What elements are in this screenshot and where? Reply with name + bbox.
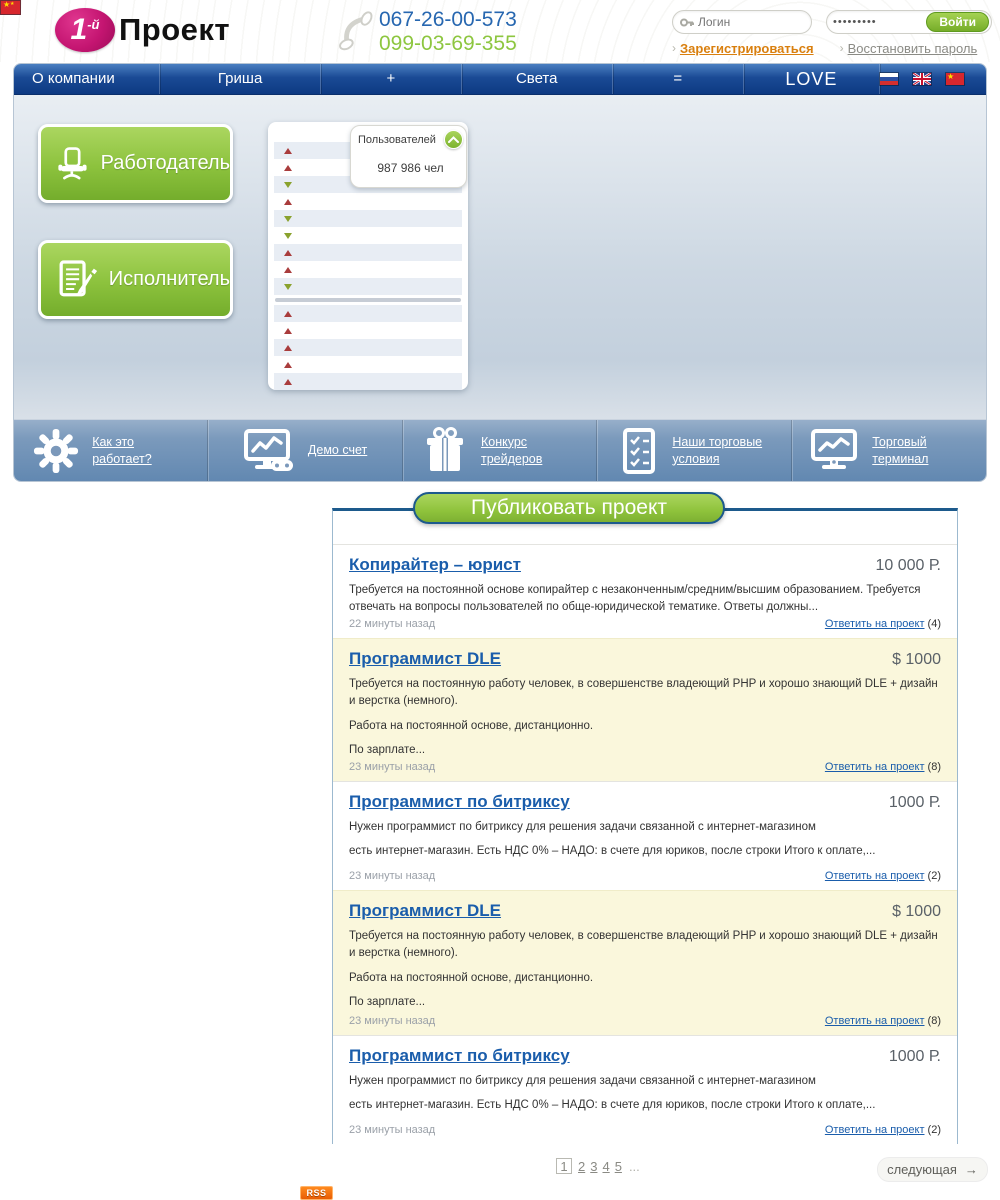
project-price: 10 000 Р.	[875, 557, 941, 574]
logo-suffix: -й	[87, 16, 100, 32]
project-description: Работа на постоянной основе, дистанционно.	[349, 971, 594, 984]
checklist-icon	[619, 427, 659, 475]
reply-link[interactable]: Ответить на проект	[824, 761, 925, 773]
up-arrow-icon	[284, 148, 292, 154]
hero-section	[14, 95, 986, 419]
pagination-page-5[interactable]: 5	[614, 1158, 622, 1174]
project-title-link[interactable]: Программист по битриксу	[349, 792, 570, 811]
employer-button-label: Работодатель	[100, 152, 230, 174]
project-time: 23 минуты назад	[349, 761, 436, 773]
ticker-row	[274, 193, 462, 210]
project-description: есть интернет-магазин. Есть НДС 0% – НАДО: в счете для юриков, после строки Итого к оплате,...	[349, 845, 876, 858]
up-arrow-icon	[284, 379, 292, 385]
nav-item-equals[interactable]: =	[613, 64, 744, 94]
password-field-wrap	[826, 10, 992, 34]
users-popup-label: Пользователей	[358, 133, 436, 146]
phone-number-2: 099-03-69-355	[379, 32, 517, 55]
ticker-row	[274, 227, 462, 244]
ticker-row	[274, 373, 462, 390]
up-arrow-icon	[284, 250, 292, 256]
nav-item-grisha[interactable]: Гриша	[160, 64, 320, 94]
pagination-page-4[interactable]: 4	[602, 1158, 610, 1174]
key-icon	[679, 15, 694, 30]
reply-link[interactable]: Ответить на проект	[824, 618, 925, 630]
project-item	[333, 638, 957, 781]
trading-terminal-icon	[809, 429, 859, 473]
project-description: Нужен программист по битриксу для решения задачи связанной с интернет-магазином	[349, 821, 816, 833]
service-link-how-it-works[interactable]: Как это работает?	[92, 434, 152, 466]
service-link-trading-terminal[interactable]: Торговый терминал	[872, 434, 929, 466]
project-description: Требуется на постоянную работу человек, в совершенстве владеющий PHP и хорошо знающий DLE + дизайн и верстка (немного).	[349, 678, 938, 708]
login-input[interactable]	[698, 15, 798, 29]
reply-count: (8)	[927, 1015, 941, 1027]
login-field-wrap	[672, 10, 812, 34]
users-count-value: 987 986 чел	[377, 161, 444, 175]
phone-block	[333, 8, 517, 56]
project-description: Работа на постоянной основе, дистанционно.	[349, 719, 594, 732]
main-nav	[14, 64, 986, 95]
chevron-right-icon: ›	[839, 41, 844, 55]
up-arrow-icon	[284, 345, 292, 351]
project-reply-wrap	[825, 761, 941, 773]
reply-link[interactable]: Ответить на проект	[824, 1124, 925, 1136]
china-flag-icon[interactable]: ★	[946, 73, 964, 85]
service-link-traders-contest[interactable]: Конкурс трейдеров	[480, 434, 543, 466]
service-trading-conditions	[597, 420, 791, 481]
language-flags	[880, 73, 986, 85]
project-item	[333, 781, 957, 890]
down-arrow-icon	[284, 284, 292, 290]
up-arrow-icon	[284, 311, 292, 317]
login-button[interactable]: Войти	[926, 12, 989, 32]
project-reply-wrap	[825, 1015, 941, 1027]
pagination-ellipsis: ...	[628, 1158, 640, 1174]
service-link-demo-account[interactable]: Демо счет	[307, 443, 368, 458]
project-title-link[interactable]: Копирайтер – юрист	[349, 555, 521, 574]
down-arrow-icon	[284, 182, 292, 188]
chevron-up-icon	[448, 136, 459, 143]
rss-badge[interactable]: RSS	[300, 1186, 333, 1200]
contractor-button-label: Исполнитель	[108, 268, 230, 290]
users-popup	[350, 125, 467, 188]
ticker-row	[274, 244, 462, 261]
project-description: По зарплате...	[349, 743, 426, 756]
employer-button[interactable]	[38, 124, 233, 203]
office-chair-icon	[53, 137, 91, 191]
gear-icon	[33, 428, 79, 474]
united-kingdom-flag-icon[interactable]	[913, 73, 931, 85]
russia-flag-icon[interactable]	[880, 73, 898, 85]
up-arrow-icon	[284, 199, 292, 205]
project-time: 23 минуты назад	[349, 1015, 436, 1027]
project-title-link[interactable]: Программист DLE	[349, 901, 502, 920]
project-description: Нужен программист по битриксу для решения задачи связанной с интернет-магазином	[349, 1075, 816, 1087]
collapse-toggle-button[interactable]	[444, 130, 463, 149]
project-description: Требуется на постоянной основе копирайтер с незаконченным/средним/высшим образованием. Требуется отвечать на вопросы пользователей по обще-юридической тематике. Ответы должны...	[349, 584, 921, 614]
down-arrow-icon	[284, 216, 292, 222]
project-description: есть интернет-магазин. Есть НДС 0% – НАДО: в счете для юриков, после строки Итого к оплате,...	[349, 1099, 876, 1112]
auth-block	[672, 10, 994, 56]
document-pencil-icon	[53, 253, 99, 307]
project-reply-wrap	[825, 618, 941, 630]
next-page-button[interactable]	[877, 1157, 988, 1182]
project-title-link[interactable]: Программист по битриксу	[349, 1046, 570, 1065]
logo-word: Проект	[119, 12, 231, 47]
publish-project-button[interactable]: Публиковать проект	[413, 492, 725, 524]
nav-item-plus[interactable]: +	[321, 64, 462, 94]
logo-number: 1	[70, 13, 88, 46]
gift-icon	[422, 427, 468, 475]
up-arrow-icon	[284, 165, 292, 171]
reply-count: (8)	[927, 761, 941, 773]
service-link-trading-conditions[interactable]: Наши торговые условия	[672, 434, 763, 466]
site-logo[interactable]	[55, 8, 230, 52]
project-description: Требуется на постоянную работу человек, в совершенстве владеющий PHP и хорошо знающий DLE + дизайн и верстка (немного).	[349, 930, 938, 960]
project-description: По зарплате...	[349, 995, 426, 1008]
project-item	[333, 1035, 957, 1144]
reply-count: (2)	[927, 1124, 941, 1136]
project-reply-wrap	[825, 870, 941, 882]
service-trading-terminal	[792, 420, 986, 481]
main-block	[14, 64, 986, 481]
reply-count: (2)	[927, 870, 941, 882]
ticker-row	[274, 356, 462, 373]
up-arrow-icon	[284, 328, 292, 334]
service-how-it-works	[14, 420, 208, 481]
project-price: $ 1000	[892, 651, 941, 668]
ticker-row	[274, 210, 462, 227]
ticker-row	[274, 305, 462, 322]
project-time: 23 минуты назад	[349, 870, 436, 882]
project-price: 1000 Р.	[888, 794, 941, 811]
reply-link[interactable]: Ответить на проект	[824, 1015, 925, 1027]
header	[0, 0, 1000, 62]
next-page-label: следующая	[887, 1162, 957, 1177]
right-arrow-icon: →	[964, 1162, 978, 1177]
demo-account-icon	[243, 429, 295, 473]
nav-item-about[interactable]: О компании	[14, 64, 160, 94]
reply-link[interactable]: Ответить на проект	[824, 870, 925, 882]
down-arrow-icon	[284, 233, 292, 239]
project-title-link[interactable]: Программист DLE	[349, 649, 502, 668]
project-time: 22 минуты назад	[349, 618, 436, 630]
contractor-button[interactable]	[38, 240, 233, 319]
pagination-current-page: 1	[556, 1158, 572, 1174]
pagination-page-3[interactable]: 3	[590, 1158, 598, 1174]
projects-panel	[332, 508, 958, 1144]
project-reply-wrap	[825, 1124, 941, 1136]
register-link[interactable]: Зарегистрироваться	[680, 41, 814, 56]
project-item	[333, 890, 957, 1035]
ticker-row	[274, 322, 462, 339]
service-demo-account	[208, 420, 402, 481]
project-price: 1000 Р.	[888, 1048, 941, 1065]
service-traders-contest	[403, 420, 597, 481]
nav-item-love[interactable]: LOVE	[744, 64, 880, 94]
ticker-row	[274, 261, 462, 278]
ticker-divider	[275, 298, 461, 302]
chevron-right-icon: ›	[672, 41, 676, 55]
password-input[interactable]	[833, 16, 923, 28]
ticker-row	[274, 278, 462, 295]
nav-item-sveta[interactable]: Света	[462, 64, 613, 94]
services-bar	[14, 419, 986, 481]
pagination	[556, 1158, 640, 1174]
ticker-row	[274, 339, 462, 356]
restore-password-link[interactable]: Восстановить пароль	[847, 41, 978, 56]
phone-number-1: 067-26-00-573	[379, 8, 517, 31]
china-flag-corner-icon: ★ ★	[0, 0, 21, 15]
project-item	[333, 544, 957, 638]
up-arrow-icon	[284, 362, 292, 368]
logo-badge	[55, 8, 115, 52]
reply-count: (4)	[927, 618, 941, 630]
pagination-page-2[interactable]: 2	[578, 1158, 586, 1174]
up-arrow-icon	[284, 267, 292, 273]
project-price: $ 1000	[892, 903, 941, 920]
project-time: 23 минуты назад	[349, 1124, 436, 1136]
phone-handset-icon	[333, 8, 377, 54]
